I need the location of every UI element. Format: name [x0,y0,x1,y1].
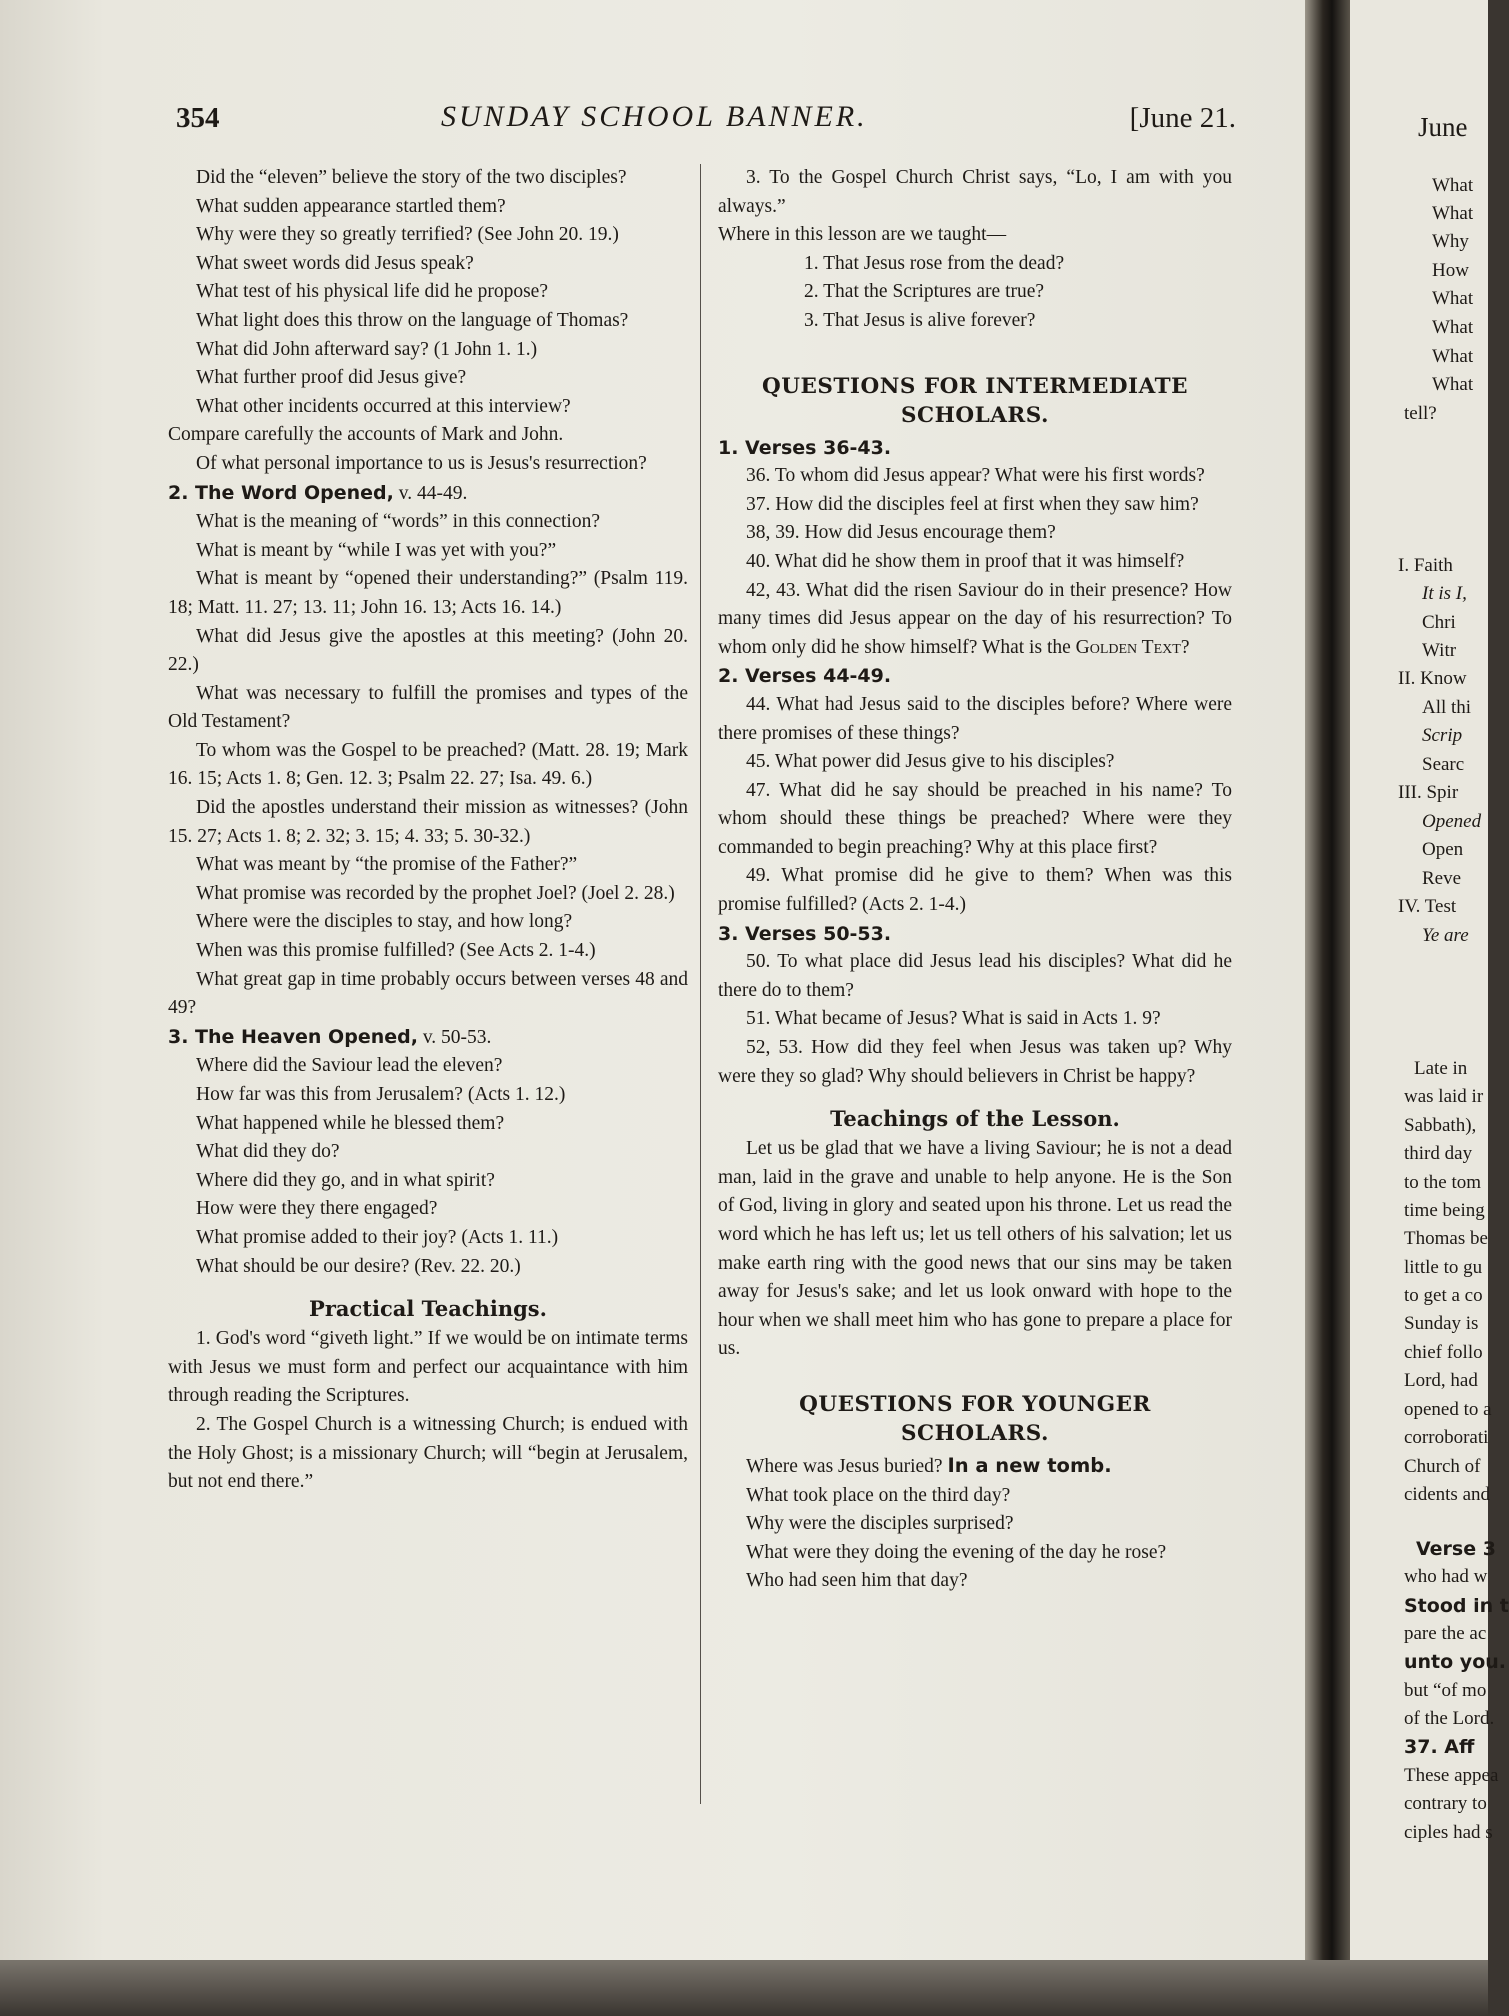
next-page-line: was laid ir [1404,1086,1484,1107]
question: What took place on the third day? [746,1484,1011,1506]
teachings-of-lesson-heading: Teachings of the Lesson. [830,1106,1120,1132]
next-page-line: III. Spir [1398,782,1459,803]
question: What was necessary to fulfill the promises and types of the Old Testament? [168,682,688,733]
question: 40. What did he show them in proof that it was himself? [746,550,1185,572]
next-page-line: What [1432,203,1474,224]
question [718,577,1232,663]
next-page-header: June [1418,112,1468,142]
question-text: 42, 43. What did the risen Saviour do in their presence? How many times did Jesus appear on the day of his resurrection? To whom only did he show himself? What is the [718,579,1232,658]
question: To whom was the Gospel to be preached? (Matt. 28. 19; Mark 16. 15; Acts 1. 8; Gen. 12. 3; Psalm 22. 27; Isa. 49. 6.) [168,739,688,790]
heading-line: SCHOLARS. [900,1420,1050,1446]
question: Where did they go, and in what spirit? [196,1169,495,1191]
next-page-line: Chri [1422,612,1456,633]
question: 47. What did he say should be preached in his name? To whom should these things be preached? Where were they commanded to begin preaching? Why at this place first? [718,779,1232,858]
question: What happened while he blessed them? [196,1112,505,1134]
next-page-line: Lord, had [1404,1370,1478,1391]
question-text: Where was Jesus buried? [746,1455,948,1477]
taught-intro: Where in this lesson are we taught— [718,224,1007,246]
page-number: 354 [176,102,220,134]
question: 51. What became of Jesus? What is said in Acts 1. 9? [746,1008,1161,1030]
question: Why were the disciples surprised? [746,1513,1014,1535]
section-title: 3. The Heaven Opened, [168,1025,418,1048]
right-column [718,164,1232,1596]
next-page-line: ciples had s [1404,1822,1493,1843]
heading-line: SCHOLARS. [900,402,1050,428]
practical-teachings-heading: Practical Teachings. [309,1296,547,1322]
bottom-shadow [0,1960,1488,2016]
question: What is the meaning of “words” in this connection? [196,511,600,533]
question: When was this promise fulfilled? (See Acts 2. 1-4.) [196,940,596,962]
question: Did the “eleven” believe the story of the two disciples? [196,167,627,188]
next-page-line: Open [1422,839,1464,860]
section-title: 2. The Word Opened, [168,481,394,504]
next-page-line: It is I, [1422,583,1467,604]
question: Of what personal importance to us is Jesus's resurrection? [196,452,647,474]
next-page-line: IV. Test [1398,896,1457,917]
next-page-line: I. Faith [1398,555,1453,576]
next-page-line: Sunday is [1404,1313,1479,1334]
next-page-line: time being [1404,1200,1485,1221]
question: What did they do? [196,1141,340,1163]
question: What promise was recorded by the prophet Joel? (Joel 2. 28.) [196,882,675,904]
next-page-line: of the Lord. [1404,1708,1495,1729]
question: Why were they so greatly terrified? (See John 20. 19.) [196,224,619,246]
next-page-line: What [1432,346,1474,367]
question: What did John afterward say? (1 John 1. 1.) [196,338,538,360]
teaching-paragraph: 2. The Gospel Church is a witnessing Church; is endued with the Holy Ghost; is a missionary Church; will “begin at Jerusalem, but not end there.” [168,1413,688,1493]
next-page-line: How [1432,260,1469,281]
question: 38, 39. How did Jesus encourage them? [746,522,1056,544]
verses-heading: 1. Verses 36-43. [718,436,892,459]
question: How far was this from Jerusalem? (Acts 1. 12.) [196,1084,566,1105]
next-page-line: to the tom [1404,1172,1482,1193]
question [718,1452,1232,1482]
next-page-line: Reve [1422,868,1462,889]
question: What sweet words did Jesus speak? [196,252,474,274]
answer-text: In a new tomb. [947,1453,1112,1477]
next-page-line: but “of mo [1404,1680,1487,1701]
question: What is meant by “while I was yet with you?” [196,539,557,561]
section-heading [168,479,688,509]
next-page-line: What [1432,288,1474,309]
question: What did Jesus give the apostles at this meeting? (John 20. 22.) [168,625,688,676]
taught-item: 1. That Jesus rose from the dead? [804,252,1065,274]
next-page-line: What [1432,317,1474,338]
running-title: SUNDAY SCHOOL BANNER. [441,100,868,133]
next-page-line: What [1432,175,1474,196]
question: What sudden appearance startled them? [196,195,506,217]
next-page-line: What [1432,374,1474,395]
verses-heading: 2. Verses 44-49. [718,665,892,688]
verses-heading: 3. Verses 50-53. [718,922,892,945]
page-date: [June 21. [1129,102,1236,134]
next-page-line: II. Know [1398,668,1467,689]
next-page-line: Why [1432,231,1469,252]
question: Did the apostles understand their mission as witnesses? (John 15. 27; Acts 1. 8; 2. 32; 3. 15; 4. 33; 5. 30-32.) [168,797,688,847]
next-page-line: Verse 3 [1416,1538,1496,1560]
next-page-line: tell? [1404,403,1437,424]
next-page-edge [1350,0,1509,1960]
teaching-paragraph: 1. God's word “giveth light.” If we would be on intimate terms with Jesus we must form and perfect our acquaintance with him through reading the Scriptures. [168,1328,688,1407]
question-mark: ? [1180,636,1190,658]
next-page-line: Stood in t [1404,1595,1509,1617]
golden-text-label: Golden Text [1075,636,1181,658]
next-page-line: Opened [1422,811,1482,832]
question: What was meant by “the promise of the Father?” [196,854,578,876]
next-page-line: who had w [1404,1566,1488,1587]
question: 50. To what place did Jesus lead his disciples? What did he there do to them? [718,951,1232,1001]
question: 49. What promise did he give to them? When was this promise fulfilled? (Acts 2. 1-4.) [718,865,1232,916]
section-heading [168,1023,688,1053]
question: Where were the disciples to stay, and how long? [196,911,573,933]
question: What is meant by “opened their understanding?” (Psalm 119. 18; Matt. 11. 27; 13. 11; John 16. 13; Acts 16. 14.) [168,568,688,618]
section-verse: v. 50-53. [417,1026,492,1048]
book-gutter [1305,0,1350,1960]
next-page-line: Scrip [1422,725,1463,746]
page-header [176,98,1236,138]
next-page-line: cidents and [1404,1484,1491,1505]
question: 37. How did the disciples feel at first when they saw him? [746,493,1199,515]
next-page-line: little to gu [1404,1257,1483,1278]
question: What should be our desire? (Rev. 22. 20.) [196,1255,521,1277]
question: What other incidents occurred at this interview? [196,395,571,417]
question: 45. What power did Jesus give to his disciples? [746,751,1115,773]
teaching-paragraph: 3. To the Gospel Church Christ says, “Lo, I am with you always.” [718,167,1232,217]
question: 36. To whom did Jesus appear? What were his first words? [746,465,1205,487]
question: What promise added to their joy? (Acts 1. 11.) [196,1226,559,1248]
heading-line: QUESTIONS FOR YOUNGER [799,1391,1151,1417]
next-page-line: third day [1404,1143,1473,1164]
question: Where did the Saviour lead the eleven? [196,1055,503,1077]
next-page-line: unto you. [1404,1651,1506,1673]
left-column [168,164,688,1497]
next-page-line: Thomas be [1404,1228,1488,1249]
next-page-line: 37. Aff [1404,1736,1475,1758]
next-page-line: contrary to [1404,1793,1487,1814]
next-page-line: These appea [1404,1765,1499,1786]
question: What test of his physical life did he propose? [196,281,548,303]
next-page-line: Sabbath), [1404,1115,1477,1136]
question: 52, 53. How did they feel when Jesus was taken up? Why were they so glad? Why should believers in Christ be happy? [718,1037,1232,1087]
next-page-line: chief follo [1404,1342,1483,1363]
intermediate-heading [718,372,1232,430]
next-page-line: Witr [1422,640,1457,661]
question: How were they there engaged? [196,1198,438,1220]
question: Who had seen him that day? [746,1570,968,1592]
next-page-line: corroborati [1404,1427,1489,1448]
heading-line: QUESTIONS FOR INTERMEDIATE [762,373,1188,399]
column-rule [700,164,701,1804]
next-page-line: Ye are [1422,925,1469,946]
section-verse: v. 44-49. [393,482,468,504]
next-page-line: Late in [1414,1058,1468,1079]
question: What further proof did Jesus give? [196,367,467,389]
next-page-line: pare the ac [1404,1623,1487,1644]
next-page-line: opened to a [1404,1399,1492,1420]
next-page-line: to get a co [1404,1285,1483,1306]
question: What light does this throw on the language of Thomas? [196,309,629,331]
next-page-line: Searc [1422,754,1465,775]
question: Compare carefully the accounts of Mark and John. [168,424,564,446]
taught-item: 3. That Jesus is alive forever? [804,309,1036,331]
question: What great gap in time probably occurs between verses 48 and 49? [168,968,688,1019]
next-page-line: Church of [1404,1456,1481,1477]
teaching-paragraph: Let us be glad that we have a living Saviour; he is not a dead man, laid in the grave and unable to help anyone. He is the Son of God, living in glory and seated upon his throne. Let us read the word which he has left us; let us tell others of his salvation; let us make earth ring with the good news that our sins may be taken away for Jesus's sake; and let us look onward with hope to the hour when we shall meet him who has gone to prepare a place for us. [718,1138,1232,1360]
question: 44. What had Jesus said to the disciples before? Where were there promises of these things? [718,693,1232,744]
younger-heading [718,1390,1232,1448]
question: What were they doing the evening of the day he rose? [746,1541,1167,1563]
taught-item: 2. That the Scriptures are true? [804,281,1045,303]
next-page-line: All thi [1422,697,1472,718]
